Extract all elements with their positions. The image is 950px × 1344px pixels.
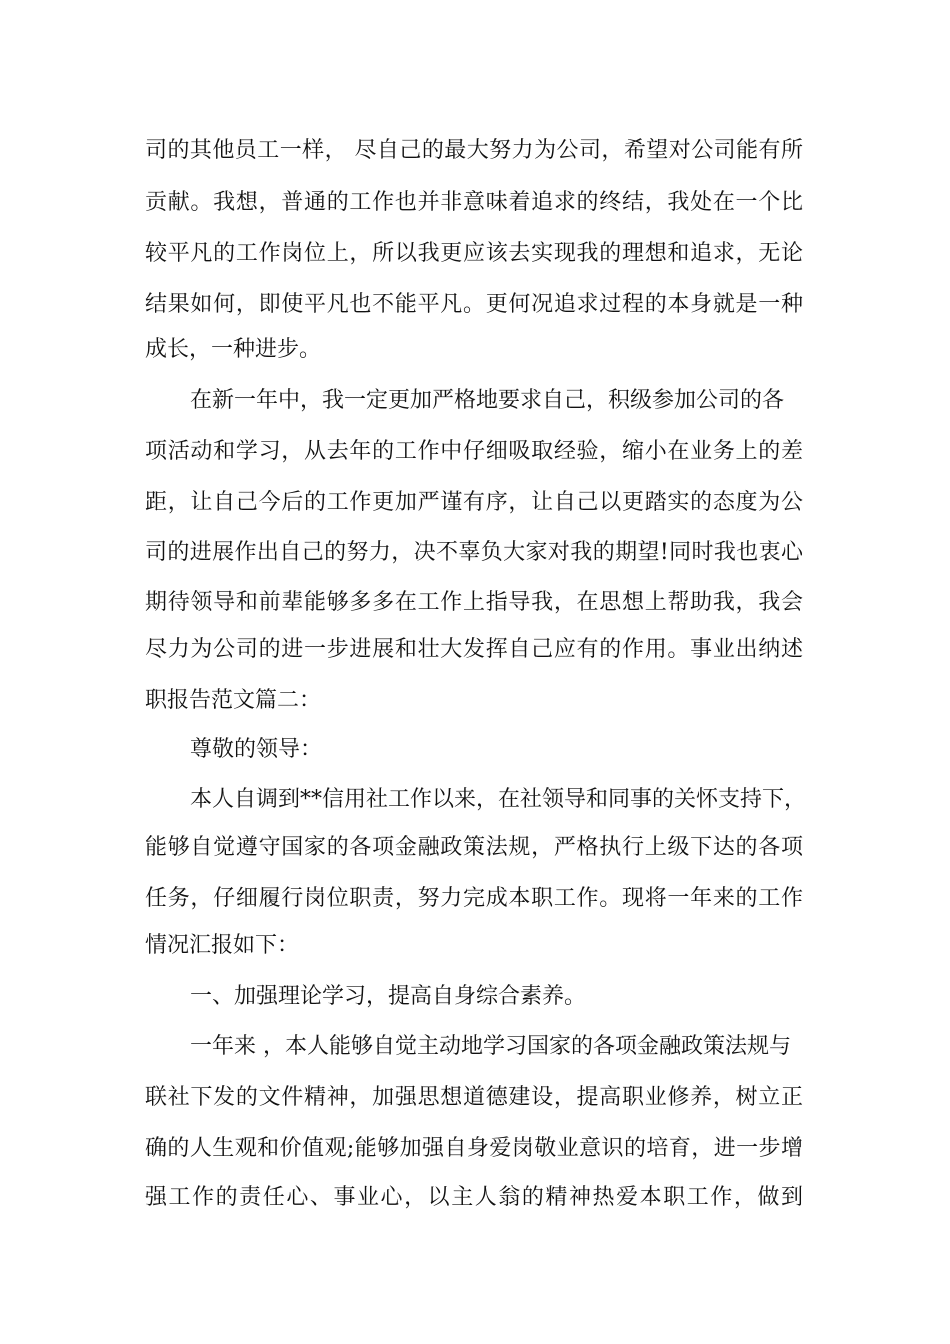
text-line: 结果如何，即使平凡也不能平凡。更何况追求过程的本身就是一种 (145, 292, 803, 317)
text-line: 职报告范文篇二： (145, 688, 322, 713)
salutation: 尊敬的领导： (190, 737, 323, 762)
text-line: 能够自觉遵守国家的各项金融政策法规，严格执行上级下达的各项 (145, 835, 803, 860)
text-line: 期待领导和前辈能够多多在工作上指导我，在思想上帮助我，我会 (145, 590, 803, 615)
paragraph-start-line: 本人自调到**信用社工作以来，在社领导和同事的关怀支持下， (190, 787, 807, 812)
text-line: 情况汇报如下： (145, 933, 300, 958)
text-line: 尽力为公司的进一步进展和壮大发挥自己应有的作用。事业出纳述 (145, 637, 803, 662)
text-line: 联社下发的文件精神，加强思想道德建设，提高职业修养，树立正 (145, 1085, 803, 1110)
text-line: 较平凡的工作岗位上，所以我更应该去实现我的理想和追求，无论 (145, 241, 803, 266)
paragraph-start-line: 在新一年中，我一定更加严格地要求自己，积级参加公司的各 (190, 388, 785, 413)
text-line: 司的进展作出自己的努力，决不辜负大家对我的期望!同时我也衷心 (145, 540, 803, 565)
paragraph-start-line: 一年来 ，本人能够自觉主动地学习国家的各项金融政策法规与 (190, 1034, 791, 1059)
text-line: 任务，仔细履行岗位职责，努力完成本职工作。现将一年来的工作 (145, 886, 803, 911)
text-line: 确的人生观和价值观;能够加强自身爱岗敬业意识的培育，进一步增 (145, 1136, 803, 1161)
text-line: 成长，一种进步。 (145, 337, 322, 362)
text-line: 贡献。我想，普通的工作也并非意味着追求的终结，我处在一个比 (145, 190, 803, 215)
text-line: 项活动和学习，从去年的工作中仔细吸取经验，缩小在业务上的差 (145, 439, 803, 464)
text-line: 强工作的责任心、事业心，以主人翁的精神热爱本职工作，做到 (145, 1185, 803, 1210)
text-line: 距，让自己今后的工作更加严谨有序，让自己以更踏实的态度为公 (145, 490, 803, 515)
text-line: 司的其他员工一样， 尽自己的最大努力为公司，希望对公司能有所 (145, 138, 803, 163)
section-heading: 一、加强理论学习，提高自身综合素养。 (190, 984, 587, 1009)
